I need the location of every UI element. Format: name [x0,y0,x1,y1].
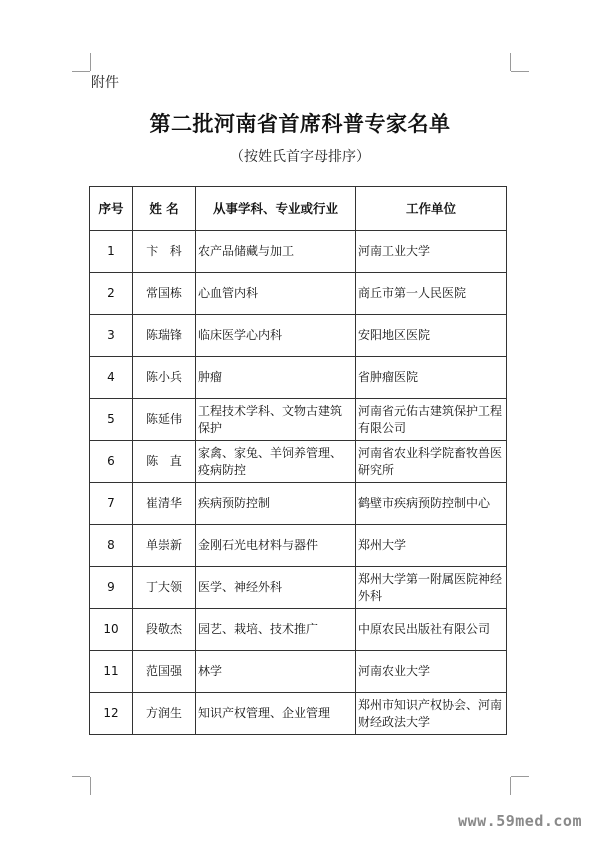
cell-unit: 郑州大学 [356,525,507,567]
crop-mark-bottom-right [510,777,511,795]
header-number: 序号 [90,187,133,231]
cell-unit: 中原农民出版社有限公司 [356,609,507,651]
cell-number: 5 [90,399,133,441]
cell-field: 金刚石光电材料与器件 [196,525,356,567]
cell-field: 临床医学心内科 [196,315,356,357]
cell-field: 林学 [196,651,356,693]
table-row [90,525,507,567]
attachment-label: 附件 [91,75,119,91]
cell-number: 1 [90,231,133,273]
document-title: 第二批河南省首席科普专家名单 [149,112,451,136]
cell-field: 医学、神经外科 [196,567,356,609]
table-row [90,315,507,357]
crop-mark-top-left [72,71,90,72]
cell-name: 段敬杰 [133,609,196,651]
table-row [90,609,507,651]
crop-mark-top-right [510,53,511,71]
cell-field: 肿瘤 [196,357,356,399]
table-row [90,651,507,693]
expert-list-table [89,186,507,735]
cell-number: 4 [90,357,133,399]
crop-mark-bottom-left [72,776,90,777]
table-row [90,231,507,273]
cell-name: 范国强 [133,651,196,693]
table-row [90,441,507,483]
table-row [90,357,507,399]
cell-unit: 河南农业大学 [356,651,507,693]
crop-mark-bottom-left [90,777,91,795]
cell-unit: 鹤壁市疾病预防控制中心 [356,483,507,525]
cell-name: 陈小兵 [133,357,196,399]
header-unit: 工作单位 [356,187,507,231]
table-row [90,399,507,441]
crop-mark-top-right [511,71,529,72]
cell-name: 陈延伟 [133,399,196,441]
cell-unit: 河南省农业科学院畜牧兽医研究所 [356,441,507,483]
cell-field: 园艺、栽培、技术推广 [196,609,356,651]
watermark: www.59med.com [458,812,582,830]
cell-unit: 河南工业大学 [356,231,507,273]
crop-mark-top-left [90,53,91,71]
table-row [90,273,507,315]
cell-number: 3 [90,315,133,357]
cell-name: 陈 直 [133,441,196,483]
cell-number: 9 [90,567,133,609]
cell-number: 12 [90,693,133,735]
table-row [90,483,507,525]
cell-number: 8 [90,525,133,567]
cell-unit: 郑州市知识产权协会、河南财经政法大学 [356,693,507,735]
cell-unit: 商丘市第一人民医院 [356,273,507,315]
cell-field: 农产品储藏与加工 [196,231,356,273]
cell-unit: 安阳地区医院 [356,315,507,357]
cell-number: 6 [90,441,133,483]
cell-number: 7 [90,483,133,525]
cell-field: 心血管内科 [196,273,356,315]
crop-mark-bottom-right [511,776,529,777]
cell-field: 疾病预防控制 [196,483,356,525]
cell-number: 11 [90,651,133,693]
document-subtitle: （按姓氏首字母排序） [230,149,370,165]
cell-name: 方润生 [133,693,196,735]
cell-name: 常国栋 [133,273,196,315]
cell-unit: 郑州大学第一附属医院神经外科 [356,567,507,609]
cell-number: 2 [90,273,133,315]
cell-name: 陈瑞锋 [133,315,196,357]
cell-field: 知识产权管理、企业管理 [196,693,356,735]
cell-name: 单崇新 [133,525,196,567]
cell-name: 卞 科 [133,231,196,273]
table-header-row [90,187,507,231]
header-name: 姓 名 [133,187,196,231]
header-field: 从事学科、专业或行业 [196,187,356,231]
cell-unit: 河南省元佑古建筑保护工程有限公司 [356,399,507,441]
cell-name: 丁大领 [133,567,196,609]
cell-name: 崔清华 [133,483,196,525]
table-row [90,693,507,735]
cell-unit: 省肿瘤医院 [356,357,507,399]
cell-field: 工程技术学科、文物古建筑保护 [196,399,356,441]
cell-number: 10 [90,609,133,651]
cell-field: 家禽、家兔、羊饲养管理、疫病防控 [196,441,356,483]
table-row [90,567,507,609]
